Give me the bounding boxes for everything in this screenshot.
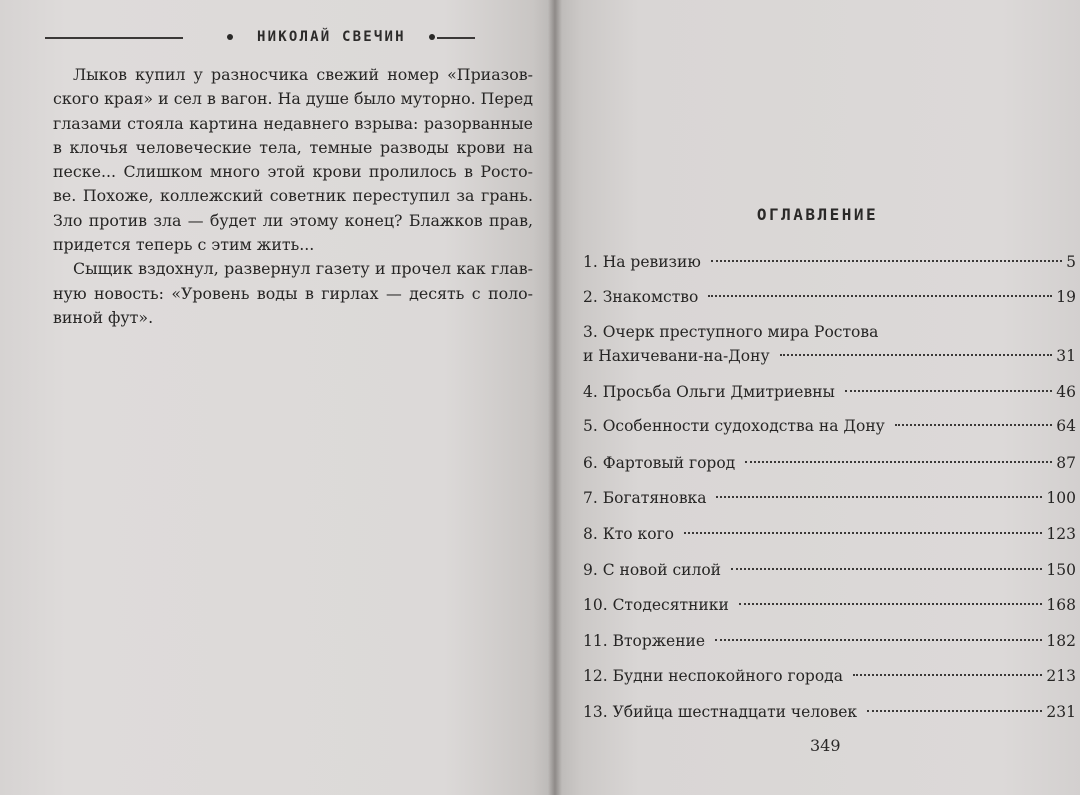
text-line: ве. Похоже, коллежский советник переступил за грань. xyxy=(53,186,533,206)
author-name: НИКОЛАЙ СВЕЧИН xyxy=(257,29,406,45)
paragraph-1 xyxy=(53,63,533,257)
book-spine-shadow xyxy=(548,0,562,795)
toc-page-number: 19 xyxy=(1056,288,1076,306)
toc-entry-title: 10. Стодесятники xyxy=(583,596,729,614)
header-bullet-left xyxy=(227,34,233,40)
toc-dot-leader xyxy=(853,674,1042,676)
toc-dot-leader xyxy=(845,390,1052,392)
toc-entry-title: 2. Знакомство xyxy=(583,288,699,306)
toc-title: ОГЛАВЛЕНИЕ xyxy=(756,205,879,224)
toc-entry-title: 6. Фартовый город xyxy=(583,454,736,472)
toc-entry xyxy=(583,664,1076,688)
text-line: в клочья человеческие тела, темные разводы крови на xyxy=(53,137,533,157)
toc-entry-title: 4. Просьба Ольги Дмитриевны xyxy=(583,383,835,401)
text-line: ную новость: «Уровень воды в гирлах — десять с поло- xyxy=(53,283,533,303)
toc-dot-leader xyxy=(711,260,1062,262)
toc-page-number: 168 xyxy=(1046,596,1076,614)
toc-dot-leader xyxy=(715,639,1042,641)
toc-entry-line xyxy=(583,700,1076,724)
text-line: песке... Слишком много этой крови пролилось в Росто- xyxy=(53,162,533,182)
toc-page-number: 46 xyxy=(1056,383,1076,401)
toc-dot-leader xyxy=(708,295,1052,297)
toc-page-number: 100 xyxy=(1046,489,1076,507)
body-text xyxy=(53,63,533,330)
text-line: глазами стояла картина недавнего взрыва: разорванные xyxy=(53,113,533,133)
toc-page-number: 5 xyxy=(1066,253,1076,271)
toc-entry xyxy=(583,285,1076,309)
toc-entry xyxy=(583,522,1076,546)
toc-page-number: 31 xyxy=(1056,347,1076,365)
toc-entry xyxy=(583,250,1076,274)
toc-page-number: 150 xyxy=(1046,561,1076,579)
toc-entry-title: 5. Особенности судоходства на Дону xyxy=(583,417,885,435)
toc-entry-line xyxy=(583,451,1076,475)
toc-entry-line xyxy=(583,629,1076,653)
toc-entry-line xyxy=(583,250,1076,274)
toc-entry-title: 3. Очерк преступного мира Ростова xyxy=(583,323,879,341)
toc-dot-leader xyxy=(867,710,1042,712)
paragraph-2 xyxy=(53,257,533,330)
toc-entry-line xyxy=(583,664,1076,688)
text-line: виной фут». xyxy=(53,307,154,327)
toc-page-number: 231 xyxy=(1046,703,1076,721)
running-head xyxy=(45,28,475,48)
toc-page-number: 87 xyxy=(1056,454,1076,472)
toc-entry-title: 13. Убийца шестнадцати человек xyxy=(583,703,858,721)
toc-entry-line xyxy=(583,380,1076,404)
toc-entry-title: 12. Будни неспокойного города xyxy=(583,667,843,685)
toc-entry xyxy=(583,593,1076,617)
header-rule-left xyxy=(45,37,183,39)
toc-dot-leader xyxy=(716,496,1042,498)
toc-page-number: 123 xyxy=(1046,525,1076,543)
toc-dot-leader xyxy=(684,532,1042,534)
toc-entry-line xyxy=(583,486,1076,510)
toc-entry xyxy=(583,320,1076,368)
toc-entry xyxy=(583,700,1076,724)
toc-entry-line xyxy=(583,414,1076,438)
toc-entry-line xyxy=(583,522,1076,546)
text-line: придется теперь с этим жить... xyxy=(53,235,315,255)
toc-page-number: 64 xyxy=(1056,417,1076,435)
toc-entry xyxy=(583,414,1076,438)
toc-entry-title: 1. На ревизию xyxy=(583,253,701,271)
toc-dot-leader xyxy=(731,568,1042,570)
header-bullet-right xyxy=(429,34,435,40)
toc-entry-title: 11. Вторжение xyxy=(583,632,706,650)
toc-dot-leader xyxy=(739,603,1043,605)
toc-entry-title: 9. С новой силой xyxy=(583,561,722,579)
toc-entry xyxy=(583,486,1076,510)
toc-entry-line xyxy=(583,285,1076,309)
toc-entry-line xyxy=(583,344,1076,368)
toc-entry-title: 7. Богатяновка xyxy=(583,489,707,507)
toc-entry-line xyxy=(583,593,1076,617)
toc-entry-title: и Нахичевани-на-Дону xyxy=(583,347,770,365)
toc-page-number: 182 xyxy=(1046,632,1076,650)
toc-entry-line xyxy=(583,320,1076,344)
toc-dot-leader xyxy=(780,354,1053,356)
header-rule-right xyxy=(437,37,475,39)
toc-entry xyxy=(583,629,1076,653)
page-number: 349 xyxy=(810,736,841,755)
text-line: Лыков купил у разносчика свежий номер «Приазов- xyxy=(73,65,533,84)
text-line: Зло против зла — будет ли этому конец? Блажков прав, xyxy=(53,210,533,230)
toc-entry-title: 8. Кто кого xyxy=(583,525,675,543)
toc-entry-line xyxy=(583,558,1076,582)
toc-dot-leader xyxy=(745,461,1052,463)
toc-entry xyxy=(583,558,1076,582)
toc-dot-leader xyxy=(895,424,1052,426)
text-line: ского края» и сел в вагон. На душе было муторно. Перед xyxy=(53,89,533,109)
text-line: Сыщик вздохнул, развернул газету и прочел как глав- xyxy=(73,259,533,279)
toc-page-number: 213 xyxy=(1046,667,1076,685)
toc-entry xyxy=(583,380,1076,404)
toc-entry xyxy=(583,451,1076,475)
